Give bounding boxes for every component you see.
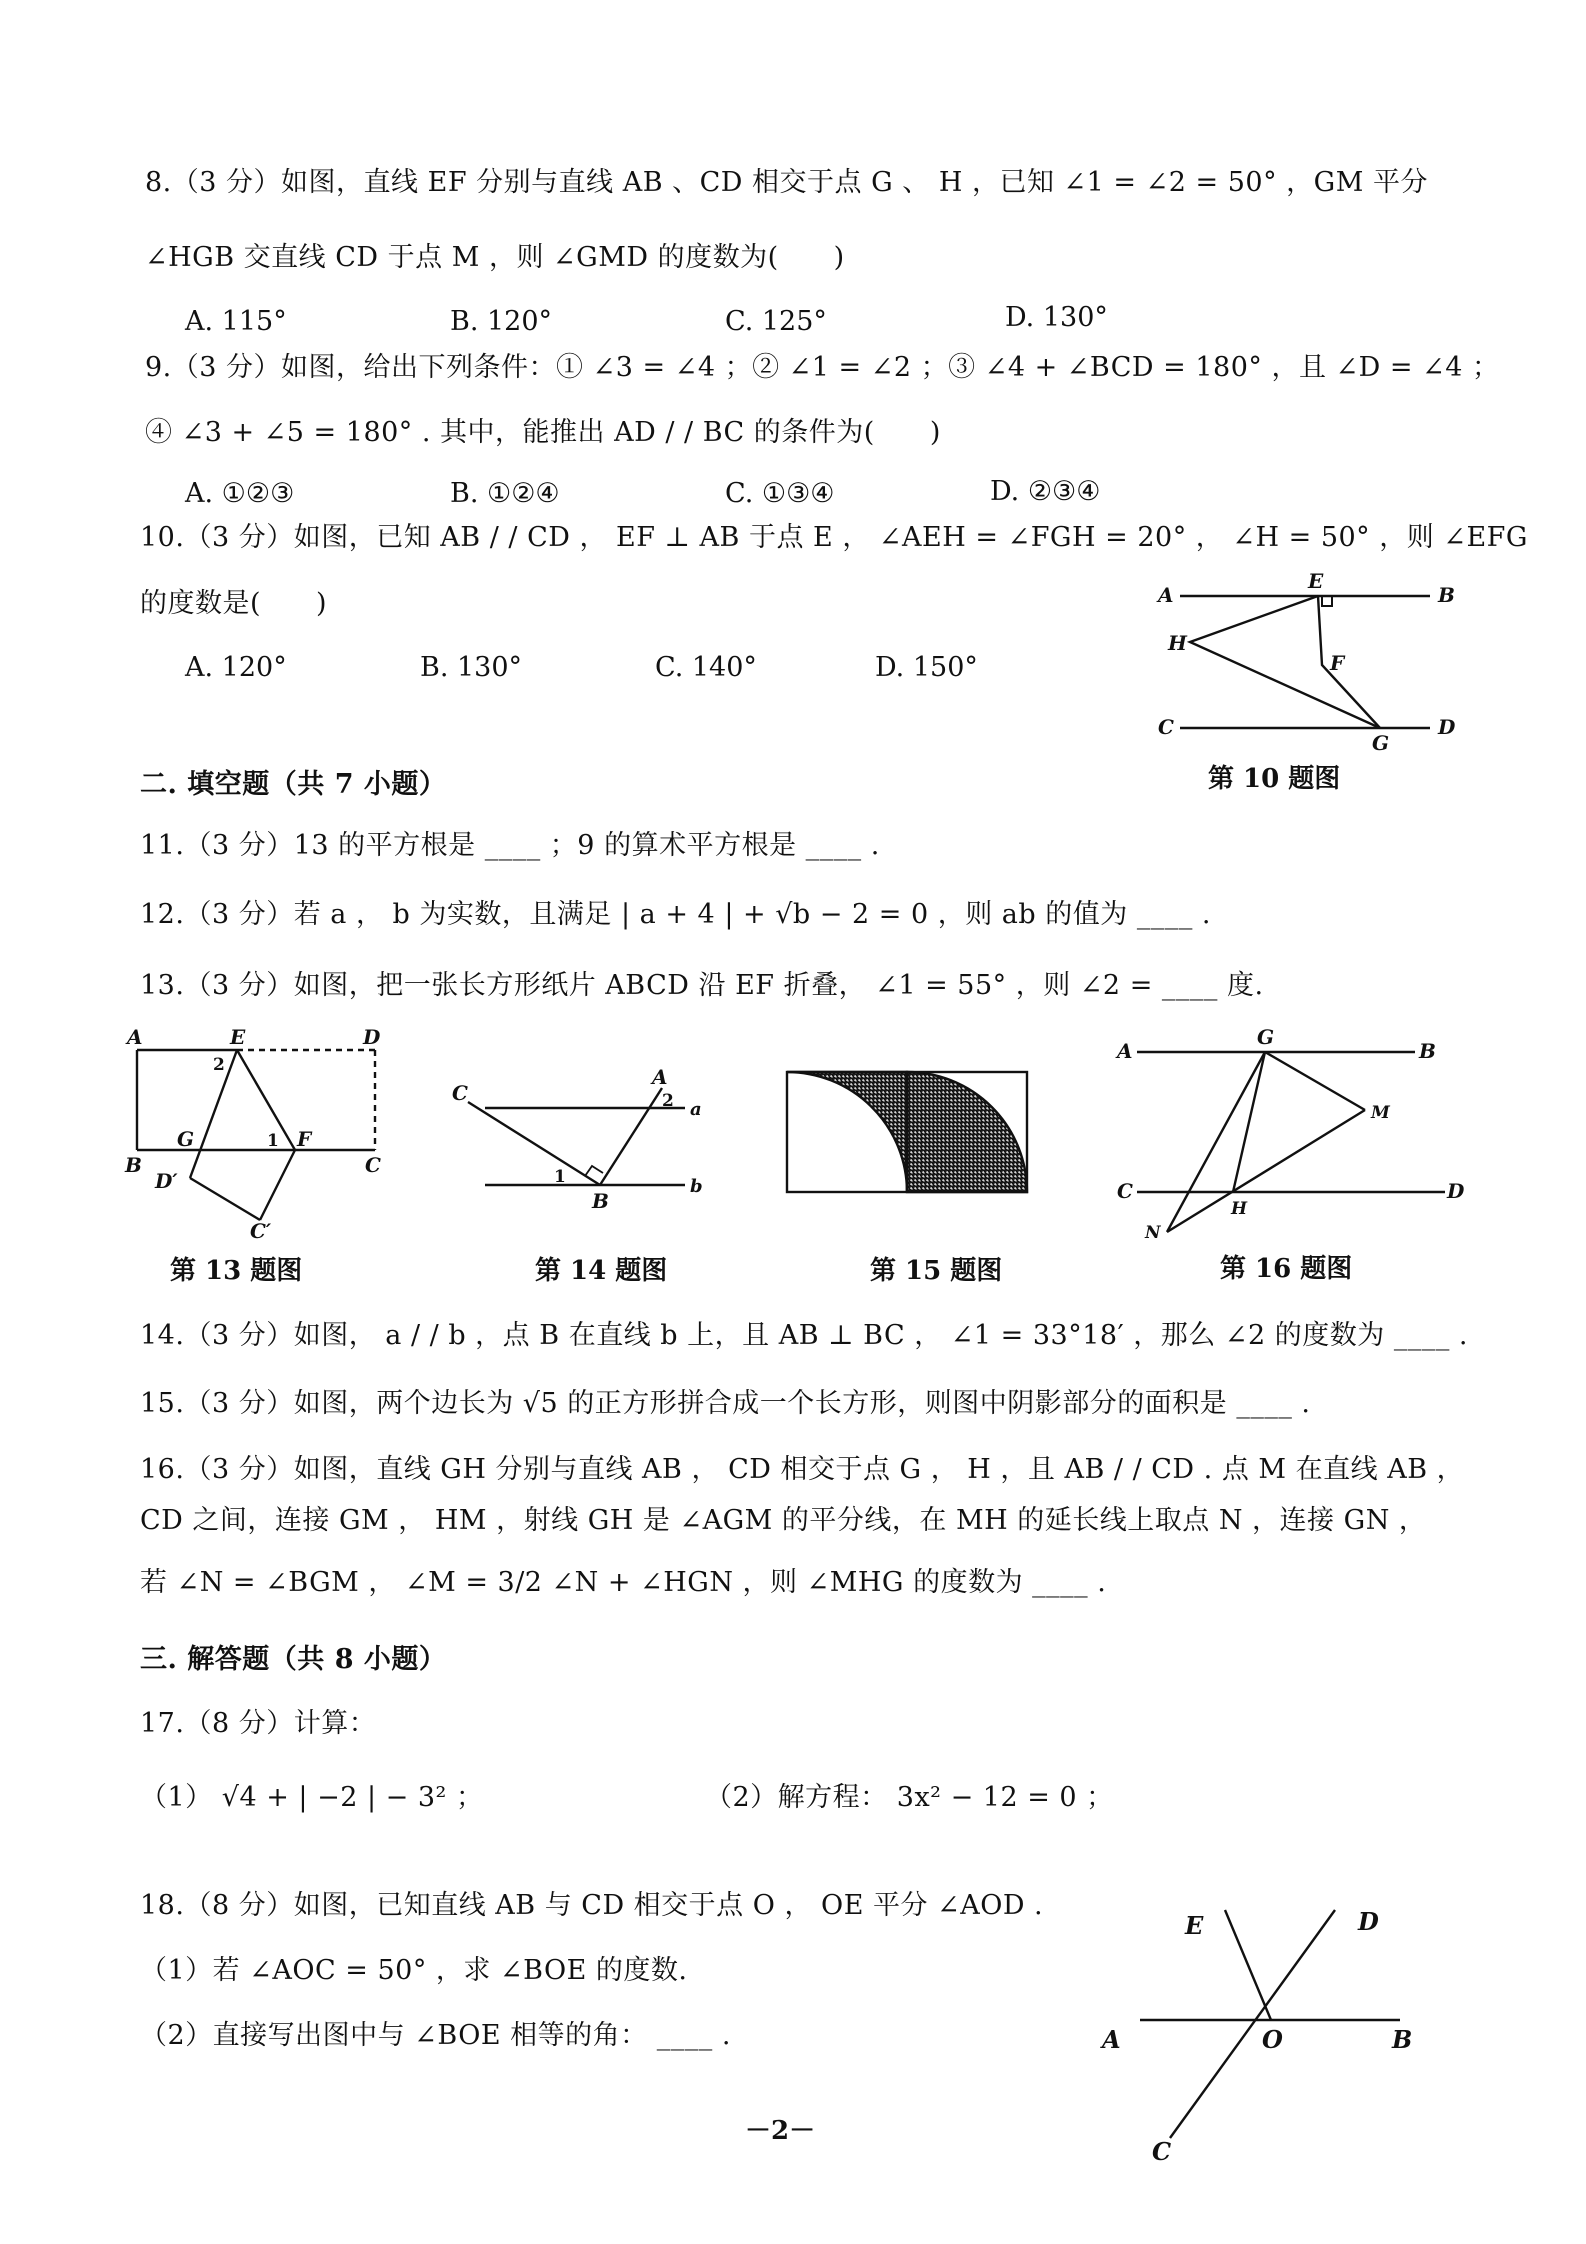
q18-line2: （1）若 ∠AOC = 50° ，求 ∠BOE 的度数.	[140, 1955, 688, 1986]
fig14-label-a: A	[652, 1065, 668, 1089]
fig16-caption: 第 16 题图	[1220, 1254, 1353, 1284]
fig14-label-1: 1	[554, 1167, 566, 1187]
q10-label-e: E	[1308, 569, 1324, 593]
fig16-label-a: A	[1117, 1039, 1133, 1063]
q10-line2: 的度数是( )	[140, 588, 328, 619]
fig14-label-2: 2	[662, 1091, 674, 1111]
q8-option-a: A. 115°	[185, 306, 287, 337]
fig13-label-b: B	[125, 1153, 142, 1177]
q10-figure	[1140, 569, 1470, 755]
q8-line2: ∠HGB 交直线 CD 于点 M ，则 ∠GMD 的度数为( )	[145, 242, 845, 273]
q10-label-d: D	[1438, 715, 1456, 739]
q15-text: 15.（3 分）如图，两个边长为 √5 的正方形拼合成一个长方形，则图中阴影部分的面积是 ____ .	[140, 1388, 1311, 1419]
q18-line3: （2）直接写出图中与 ∠BOE 相等的角： ____ .	[140, 2020, 731, 2051]
fig13-caption: 第 13 题图	[170, 1256, 303, 1286]
q17-part2: （2）解方程： 3x² − 12 = 0 ；	[705, 1782, 1114, 1813]
fig15-caption: 第 15 题图	[870, 1256, 1003, 1286]
q18-label-c: C	[1152, 2137, 1172, 2166]
q8-line1: 8.（3 分）如图，直线 EF 分别与直线 AB 、CD 相交于点 G 、 H ，已知 ∠1 = ∠2 = 50° ，GM 平分	[145, 167, 1428, 198]
q18-figure	[1100, 1890, 1430, 2166]
q9-line1: 9.（3 分）如图，给出下列条件：① ∠3 = ∠4 ；② ∠1 = ∠2 ；③ ∠4 + ∠BCD = 180° ，且 ∠D = ∠4 ；	[145, 352, 1500, 383]
q8-option-c: C. 125°	[725, 306, 827, 337]
q18-line1: 18.（8 分）如图，已知直线 AB 与 CD 相交于点 O ， OE 平分 ∠AOD .	[140, 1890, 1044, 1921]
q13-text: 13.（3 分）如图，把一张长方形纸片 ABCD 沿 EF 折叠， ∠1 = 55° ，则 ∠2 = ____ 度.	[140, 970, 1264, 1001]
fig14-caption: 第 14 题图	[535, 1256, 668, 1286]
fig16-figure	[1115, 1025, 1475, 1243]
q9-line2: ④ ∠3 + ∠5 = 180° . 其中，能推出 AD / / BC 的条件为( )	[145, 417, 941, 448]
q10-line1: 10.（3 分）如图，已知 AB / / CD ， EF ⊥ AB 于点 E ， ∠AEH = ∠FGH = 20° ， ∠H = 50° ，则 ∠EFG	[140, 522, 1528, 553]
q16-line1: 16.（3 分）如图，直线 GH 分别与直线 AB ， CD 相交于点 G ， H ，且 AB / / CD . 点 M 在直线 AB ，	[140, 1454, 1465, 1485]
fig14-label-b-line: b	[690, 1176, 703, 1197]
q10-caption: 第 10 题图	[1208, 764, 1341, 794]
q10-label-c: C	[1158, 715, 1174, 739]
fig14-label-b: B	[592, 1189, 609, 1213]
q17-title: 17.（8 分）计算：	[140, 1708, 377, 1739]
q8-option-d: D. 130°	[1005, 302, 1108, 333]
fig13-label-1: 1	[267, 1131, 279, 1151]
fig13-label-2: 2	[213, 1055, 225, 1075]
q10-option-a: A. 120°	[185, 652, 287, 683]
q10-option-d: D. 150°	[875, 652, 978, 683]
q9-option-d: D. ②③④	[990, 476, 1101, 507]
q10-label-b: B	[1438, 583, 1455, 607]
q9-option-a: A. ①②③	[185, 478, 295, 509]
fig16-label-h: H	[1231, 1199, 1248, 1219]
fig15-figure	[785, 1070, 1035, 1200]
section2-heading: 二. 填空题（共 7 小题）	[140, 769, 447, 800]
fig13-label-a: A	[127, 1025, 143, 1049]
fig14-label-a-line: a	[690, 1099, 702, 1120]
section3-heading: 三. 解答题（共 8 小题）	[140, 1644, 447, 1675]
fig13-figure	[125, 1025, 395, 1243]
fig13-label-dprime: D′	[155, 1169, 178, 1193]
fig16-label-n: N	[1145, 1223, 1161, 1243]
q16-line3: 若 ∠N = ∠BGM ， ∠M = 3/2 ∠N + ∠HGN ，则 ∠MHG 的度数为 ____ .	[140, 1567, 1107, 1598]
q10-label-f: F	[1330, 651, 1345, 675]
fig16-label-m: M	[1371, 1103, 1390, 1123]
q16-line2: CD 之间，连接 GM ， HM ，射线 GH 是 ∠AGM 的平分线，在 MH 的延长线上取点 N ，连接 GN ，	[140, 1505, 1427, 1536]
q18-label-d: D	[1358, 1907, 1379, 1936]
fig16-label-d: D	[1447, 1179, 1465, 1203]
fig16-label-c: C	[1117, 1179, 1133, 1203]
q14-text: 14.（3 分）如图， a / / b ，点 B 在直线 b 上，且 AB ⊥ BC ， ∠1 = 33°18′ ，那么 ∠2 的度数为 ____ .	[140, 1320, 1469, 1351]
q8-option-b: B. 120°	[450, 306, 553, 337]
fig13-label-g: G	[177, 1127, 195, 1151]
q10-option-b: B. 130°	[420, 652, 523, 683]
fig14-label-c: C	[452, 1081, 468, 1105]
q18-label-o: O	[1262, 2025, 1283, 2054]
fig15-shade-left	[787, 1072, 907, 1192]
q18-label-e: E	[1185, 1911, 1204, 1940]
q11-text: 11.（3 分）13 的平方根是 ____ ；9 的算术平方根是 ____ .	[140, 830, 880, 861]
fig13-label-f: F	[297, 1127, 312, 1151]
fig13-label-c: C	[365, 1153, 381, 1177]
q18-label-b: B	[1392, 2025, 1413, 2054]
fig15-shade-right	[907, 1072, 1027, 1192]
fig13-label-cprime: C′	[250, 1219, 272, 1243]
fig16-label-b: B	[1419, 1039, 1436, 1063]
q12-text: 12.（3 分）若 a ， b 为实数，且满足 | a + 4 | + √b − 2 = 0 ，则 ab 的值为 ____ .	[140, 899, 1211, 930]
q17-part1: （1） √4 + | −2 | − 3² ；	[140, 1782, 484, 1813]
fig13-label-d: D	[363, 1025, 381, 1049]
q18-label-a: A	[1102, 2025, 1121, 2054]
fig16-label-g: G	[1257, 1025, 1275, 1049]
page-number: －2－	[745, 2116, 816, 2146]
fig14-figure	[440, 1060, 720, 1213]
fig13-label-e: E	[230, 1025, 246, 1049]
q10-label-g: G	[1372, 731, 1390, 755]
q10-label-h: H	[1168, 631, 1187, 655]
q9-option-c: C. ①③④	[725, 478, 835, 509]
q10-label-a: A	[1158, 583, 1174, 607]
q10-option-c: C. 140°	[655, 652, 757, 683]
q9-option-b: B. ①②④	[450, 478, 560, 509]
